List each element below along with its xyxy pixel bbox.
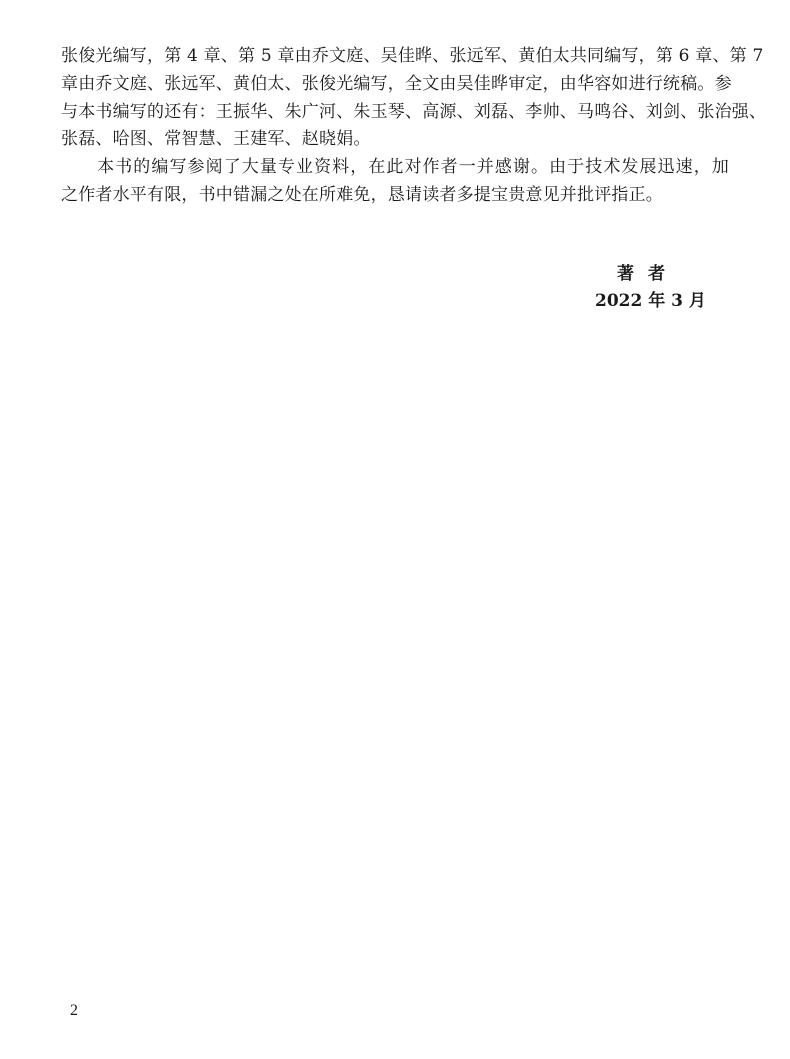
body-line-2: 章由乔文庭、张远军、黄伯太、张俊光编写，全文由吴佳晔审定，由华容如进行统稿。参 xyxy=(61,74,732,94)
body-line-5: 本书的编写参阅了大量专业资料，在此对作者一并感谢。由于技术发展迅速，加 xyxy=(61,157,729,177)
page-number: 2 xyxy=(70,1002,78,1019)
signature-author: 著者 xyxy=(617,264,679,284)
body-line-3: 与本书编写的还有：王振华、朱广河、朱玉琴、高源、刘磊、李帅、马鸣谷、刘剑、张治强、 xyxy=(61,102,767,122)
body-line-6: 之作者水平有限，书中错漏之处在所难免，恳请读者多提宝贵意见并批评指正。 xyxy=(61,185,663,205)
signature-date: 2022 年 3 月 xyxy=(595,291,706,311)
body-line-4: 张磊、哈图、常智慧、王建军、赵晓娟。 xyxy=(61,129,371,149)
body-line-1: 张俊光编写，第 4 章、第 5 章由乔文庭、吴佳晔、张远军、黄伯太共同编写，第 6 章、第 7 xyxy=(61,46,764,66)
